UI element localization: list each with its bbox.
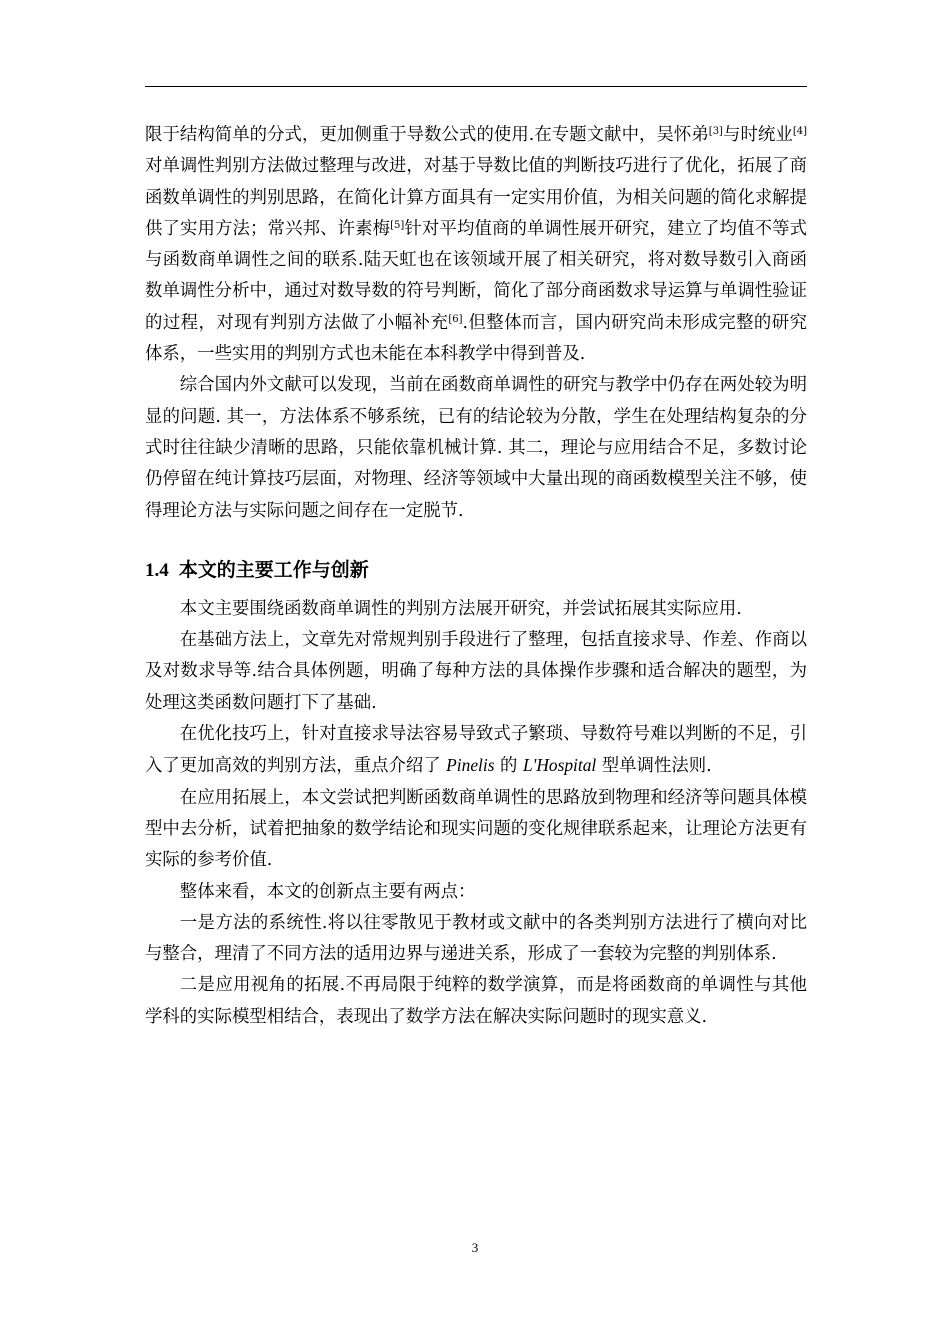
section-heading [145, 555, 807, 586]
text-run: 整体来看，本文的创新点主要有两点： [179, 881, 476, 902]
body-text [145, 120, 807, 1033]
citation-ref: [4] [792, 126, 807, 137]
text-run: 针对平均值商的单调性展开研究，建立了均值不等式与函数商单调性之间的联系.陆天虹也在该领域开展了相关研究，将对数导数引入商函数单调性分析中，通过对数导数的符号判断，简化了部分商函数求导运算与单调性验证的过程，对现有判别方法做了小幅补充 [145, 218, 807, 333]
text-run: 型单调性法则. [596, 756, 712, 777]
paragraphs-section [145, 594, 807, 1033]
page-number: 3 [471, 1240, 479, 1255]
paragraph [145, 783, 807, 877]
paragraphs-top [145, 120, 807, 527]
section-number: 1.4 [145, 559, 169, 581]
text-run: 对单调性判别方法做过整理与改进，对基于导数比值的判断技巧进行了优化，拓展了商函数单调性的判别思路，在简化计算方面具有一定实用价值，为相关问题的简化求解提供了实用方法；常兴邦、许素梅 [145, 156, 807, 239]
section-title: 本文的主要工作与创新 [178, 558, 369, 581]
text-run: 二是应用视角的拓展.不再局限于纯粹的数学演算，而是将函数商的单调性与其他学科的实际模型相结合，表现出了数学方法在解决实际问题时的现实意义. [145, 975, 807, 1027]
text-run: 综合国内外文献可以发现，当前在函数商单调性的研究与教学中仍存在两处较为明显的问题. 其一，方法体系不够系统，已有的结论较为分散，学生在处理结构复杂的分式时往往缺少清晰的思路，只能依靠机械计算. 其二，理论与应用结合不足，多数讨论仍停留在纯计算技巧层面，对物理、经济等领域中大量出现的商函数模型关注不够，使得理论方法与实际问题之间存在一定脱节. [145, 375, 807, 521]
text-run: .但整体而言，国内研究尚未形成完整的研究体系，一些实用的判别方式也未能在本科教学中得到普及. [145, 312, 807, 365]
citation-ref: [6] [448, 313, 463, 325]
paragraph [145, 625, 807, 719]
text-run: 在优化技巧上，针对直接求导法容易导致式子繁琐、导数符号难以判断的不足，引入了更加高效的判别方法，重点介绍了 [145, 724, 807, 777]
citation-ref: [5] [390, 219, 405, 231]
text-run: 一是方法的系统性.将以往零散见于教材或文献中的各类判别方法进行了横向对比与整合，理清了不同方法的适用边界与递进关系，形成了一套较为完整的判别体系. [145, 912, 807, 965]
text-run: 本文主要围绕函数商单调性的判别方法展开研究，并尝试拓展其实际应用. [179, 598, 742, 619]
paragraph [145, 594, 807, 625]
text-run: 与时统业 [722, 125, 793, 145]
citation-ref: [3] [708, 126, 723, 137]
paragraph [145, 877, 807, 908]
paragraph [145, 970, 807, 1033]
text-run: 在应用拓展上，本文尝试把判断函数商单调性的思路放到物理和经济等问题具体模型中去分析，试着把抽象的数学结论和现实问题的变化规律联系起来，让理论方法更有实际的参考价值. [145, 787, 807, 871]
italic-term: Pinelis [446, 755, 495, 776]
italic-term: L'Hospital [522, 755, 597, 776]
paragraph [145, 908, 807, 971]
text-run: 的 [494, 756, 523, 777]
paragraph [145, 120, 807, 370]
header-rule [145, 86, 807, 87]
paragraph [145, 370, 807, 526]
text-run: 在基础方法上，文章先对常规判别手段进行了整理，包括直接求导、作差、作商以及对数求导等.结合具体例题，明确了每种方法的具体操作步骤和适合解决的题型，为处理这类函数问题打下了基础. [145, 630, 807, 713]
paragraph [145, 719, 807, 783]
text-run: 限于结构简单的分式，更加侧重于导数公式的使用.在专题文献中，吴怀弟 [145, 125, 709, 145]
